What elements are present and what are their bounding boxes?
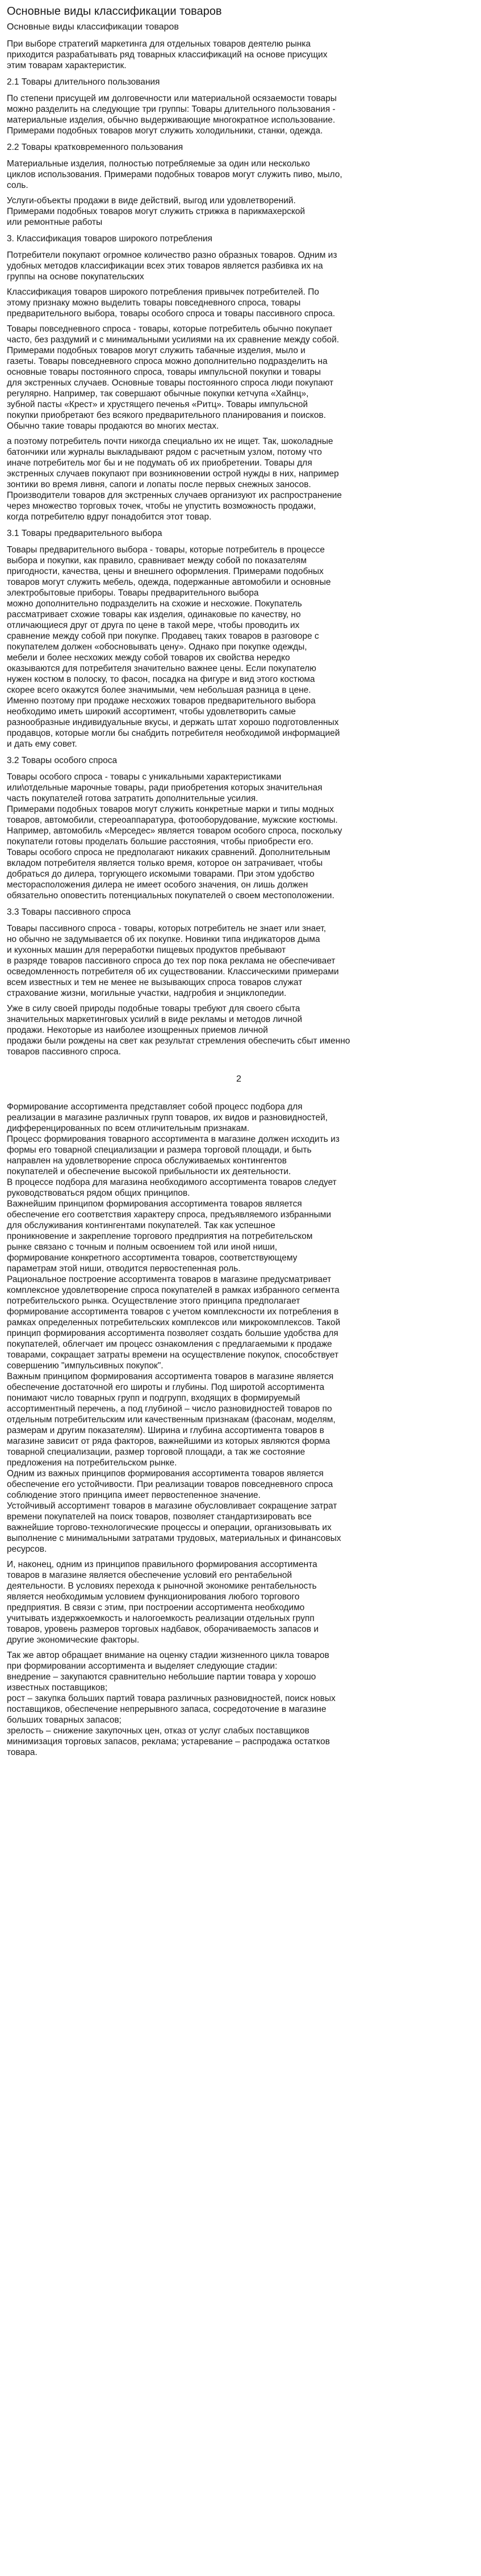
paragraph: При выборе стратегий маркетинга для отдельных товаров деятелю рынка приходится разрабатывать ряд товарных классификаций на основе присущих этим товарам характеристик. <box>7 39 328 70</box>
paragraph: Товары пассивного спроса - товары, которых потребитель не знает или знает, но обычно не задумывается об их покупке. Новинки типа индикаторов дыма и кухонных машин для переработки пищевых продуктов пребывают в разряде товаров пассивного спроса до тех пор пока реклама не обеспечивает осведомленность потребителя об их существовании. Классическими примерами всем известных и тем не менее не вызывающих спроса товаров служат страхование жизни, могильные участки, надгробия и энциклопедии. <box>7 924 339 998</box>
paragraph: Классификация товаров широкого потребления привычек потребителей. По этому признаку можно выделить товары повседневного спроса, товары предварительного выбора, товары особого спроса и товары пассивного спроса. <box>7 287 335 319</box>
paragraph: По степени присущей им долговечности или материальной осязаемости товары можно разделить на следующие три группы: Товары длительного пользования - материальные изделия, обычно выдерживающие многократное использование. Примерами подобных товаров могут служить холодильники, станки, одежда. <box>7 94 337 136</box>
section-heading: 3.2 Товары особого спроса <box>7 756 118 765</box>
document-subtitle: Основные виды классификации товаров <box>7 22 179 32</box>
section-heading: 3.3 Товары пассивного спроса <box>7 907 131 917</box>
document-body <box>7 39 471 1758</box>
section-heading: 2.2 Товары кратковременного пользования <box>7 143 183 152</box>
section-heading: 2.1 Товары длительного пользования <box>7 77 160 87</box>
paragraph: а поэтому потребитель почти никогда специально их не ищет. Так, шоколадные батончики или журналы выкладывают рядом с расчетным узлом, потому что иначе потребитель мог бы и не подумать об их приобретении. Товары для экстренных случаев покупают при возникновении острой нужды в них, например зонтики во время ливня, сапоги и лопаты после первых снежных заносов. Производители товаров для экстренных случаев организуют их распространение через множество торговых точек, чтобы не упустить возможность продажи, когда потребителю вдруг понадобится этот товар. <box>7 437 342 522</box>
paragraph: Материальные изделия, полностью потребляемые за один или несколько циклов использования. Примерами подобных товаров могут служить пиво, мыло, соль. <box>7 159 342 190</box>
section-heading: 3.1 Товары предварительного выбора <box>7 529 162 538</box>
paragraph: Так же автор обращает внимание на оценку стадии жизненного цикла товаров при формировании ассортимента и выделяет следующие стадии: внедрение – закупаются сравнительно небольшие партии товара у хорошо известных поставщиков; рост – закупка больших партий товара различных разновидностей, поиск новых поставщиков, обеспечение непрерывного запаса, сосредоточение в магазине больших товарных запасов; зрелость – снижение закупочных цен, отказ от услуг слабых поставщиков минимизация торговых запасов, реклама; устаревание – распродажа остатков товара. <box>7 1651 336 1757</box>
section-heading: 3. Классификация товаров широкого потребления <box>7 234 212 244</box>
paragraph: Услуги-объекты продажи в виде действий, выгод или удовлетворений. Примерами подобных товаров могут служить стрижка в парикмахерской или ремонтные работы <box>7 196 306 227</box>
paragraph: Товары повседневного спроса - товары, которые потребитель обычно покупает часто, без раздумий и с минимальными усилиями на их сравнение между собой. Примерами подобных товаров могут служить табачные изделия, мыло и газеты. Товары повседневного спроса можно дополнительно подразделить на основные товары постоянного спроса, товары импульсной покупки и товары для экстренных случаев. Основные товары постоянного спроса люди покупают регулярно. Например, так совершают обычные покупки кетчупа «Хайнц», зубной пасты «Крест» и хрустящего печенья «Ритц». Товары импульсной покупки приобретают без всякого предварительного планирования и поисков. Обычно такие товары продаются во многих местах. <box>7 324 340 431</box>
paragraph: Товары предварительного выбора - товары, которые потребитель в процессе выбора и покупки, как правило, сравнивает между собой по показателям пригодности, качества, цены и внешнего оформления. Примерами подобных товаров могут служить мебель, одежда, подержанные автомобили и основные электробытовые приборы. Товары предварительного выбора можно дополнительно подразделить на схожие и несхожие. Покупатель рассматривает схожие товары как изделия, одинаковые по качеству, но отличающиеся друг от друга по цене в такой мере, чтобы проводить их сравнение между собой при покупке. Продавец таких товаров в разговоре с покупателем должен «обосновывать цену». Однако при покупке одежды, мебели и более несхожих между собой товаров их свойства нередко оказываются для потребителя значительно важнее цены. Если покупателю нужен костюм в полоску, то фасон, посадка на фигуре и вид этого костюма скорее всего окажутся более значимыми, чем небольшая разница в цене. Именно поэтому при продаже несхожих товаров предварительного выбора необходимо иметь широкий ассортимент, чтобы удовлетворить самые разнообразные индивидуальные вкусы, и держать штат хорошо подготовленных продавцов, которые могли бы снабдить потребителя необходимой информацией и дать ему совет. <box>7 545 340 749</box>
paragraph: Товары особого спроса - товары с уникальными характеристиками или\отдельные марочные товары, ради приобретения которых значительная часть покупателей готова затратить дополнительные усилия. Примерами подобных товаров могут служить конкретные марки и типы модных товаров, автомобили, стереоаппаратура, фотооборудование, мужские костюмы. Например, автомобиль «Мерседес» является товаром особого спроса, поскольку покупатели готовы проделать большие расстояния, чтобы приобрести его. Товары особого спроса не предполагают никаких сравнений. Дополнительным вкладом потребителя является только время, которое он затрачивает, чтобы добраться до дилера, торгующего искомыми товарами. При этом удобство месторасположения дилера не имеет особого значения, он лишь должен обязательно оповестить потенциальных покупателей о своем местоположении. <box>7 772 342 900</box>
page-number: 2 <box>236 1074 241 1084</box>
paragraph: Формирование ассортимента представляет собой процесс подбора для реализации в магазине различных групп товаров, их видов и разновидностей, дифференцированных по всем отличительным признакам. Процесс формирования товарного ассортимента в магазине должен исходить из формы его товарной специализации и размера торговой площади, и быть направлен на удовлетворение спроса обслуживаемых контингентов покупателей и обеспечение высокой прибыльности их деятельности. В процессе подбора для магазина необходимого ассортимента товаров следует руководствоваться рядом общих принципов. Важнейшим принципом формирования ассортимента товаров является обеспечение его соответствия характеру спроса, предъявляемого избранными для обслуживания контингентами покупателей. Так как успешное проникновение и закрепление торгового предприятия на потребительском рынке связано с точным и полным освоением той или иной ниши, формирование конкретного ассортимента товаров, соответствующему параметрам этой ниши, отводится первостепенная роль. Рациональное построение ассортимента товаров в магазине предусматривает комплексное удовлетворение спроса покупателей в рамках избранного сегмента потребительского рынка. Осуществление этого принципа предполагает формирование ассортимента товаров с учетом комплексности их потребления в рамках определенных потребительских комплексов или микрокомплексов. Такой принцип формирования ассортимента позволяет создать большие удобства для покупателей, облегчает им процесс ознакомления с предлагаемыми к продаже товарами, сокращает затраты времени на осуществление покупок, способствует совершению "импульсивных покупок". Важным принципом формирования ассортимента товаров в магазине является обеспечение достаточной его широты и глубины. Под широтой ассортимента понимают число товарных групп и подгрупп, входящих в формируемый ассортиментный перечень, а под глубиной – число разновидностей товаров по отдельным потребительским или качественным признакам (фасонам, моделям, размерам и другим показателям). Ширина и глубина ассортимента товаров в магазине зависит от ряда факторов, важнейшими из которых являются форма товарной специализации, размер торговой площади, а так же состояние предложения на потребительском рынке. Одним из важных принципов формирования ассортимента товаров является обеспечение его устойчивости. При реализации товаров повседневного спроса соблюдение этого принципа имеет первостепенное значение. Устойчивый ассортимент товаров в магазине обусловливает сокращение затрат времени покупателей на поиск товаров, позволяет стандартизировать все важнейшие торгово-технологические процессы и операции, организовывать их выполнение с минимальными затратами трудовых, материальных и финансовых ресурсов. <box>7 1102 341 1554</box>
paragraph: Потребители покупают огромное количество разно образных товаров. Одним из удобных методов классификации всех этих товаров является разбивка их на группы на основе покупательских <box>7 250 337 282</box>
paragraph: Уже в силу своей природы подобные товары требуют для своего сбыта значительных маркетинговых усилий в виде рекламы и методов личной продажи. Некоторые из наиболее изощренных приемов личной продажи были рождены на свет как результат стремления обеспечить сбыт именно товаров пассивного спроса. <box>7 1004 350 1057</box>
paragraph: И, наконец, одним из принципов правильного формирования ассортимента товаров в магазине является обеспечение условий его рентабельной деятельности. В условиях перехода к рыночной экономике рентабельность является необходимым условием функционирования любого торгового предприятия. В связи с этим, при построении ассортимента необходимо учитывать издержкоемкость и налогоемкость реализации отдельных групп товаров, уровень размеров торговых надбавок, оборачиваемость запасов и другие экономические факторы. <box>7 1560 319 1645</box>
document-title: Основные виды классификации товаров <box>7 5 222 18</box>
